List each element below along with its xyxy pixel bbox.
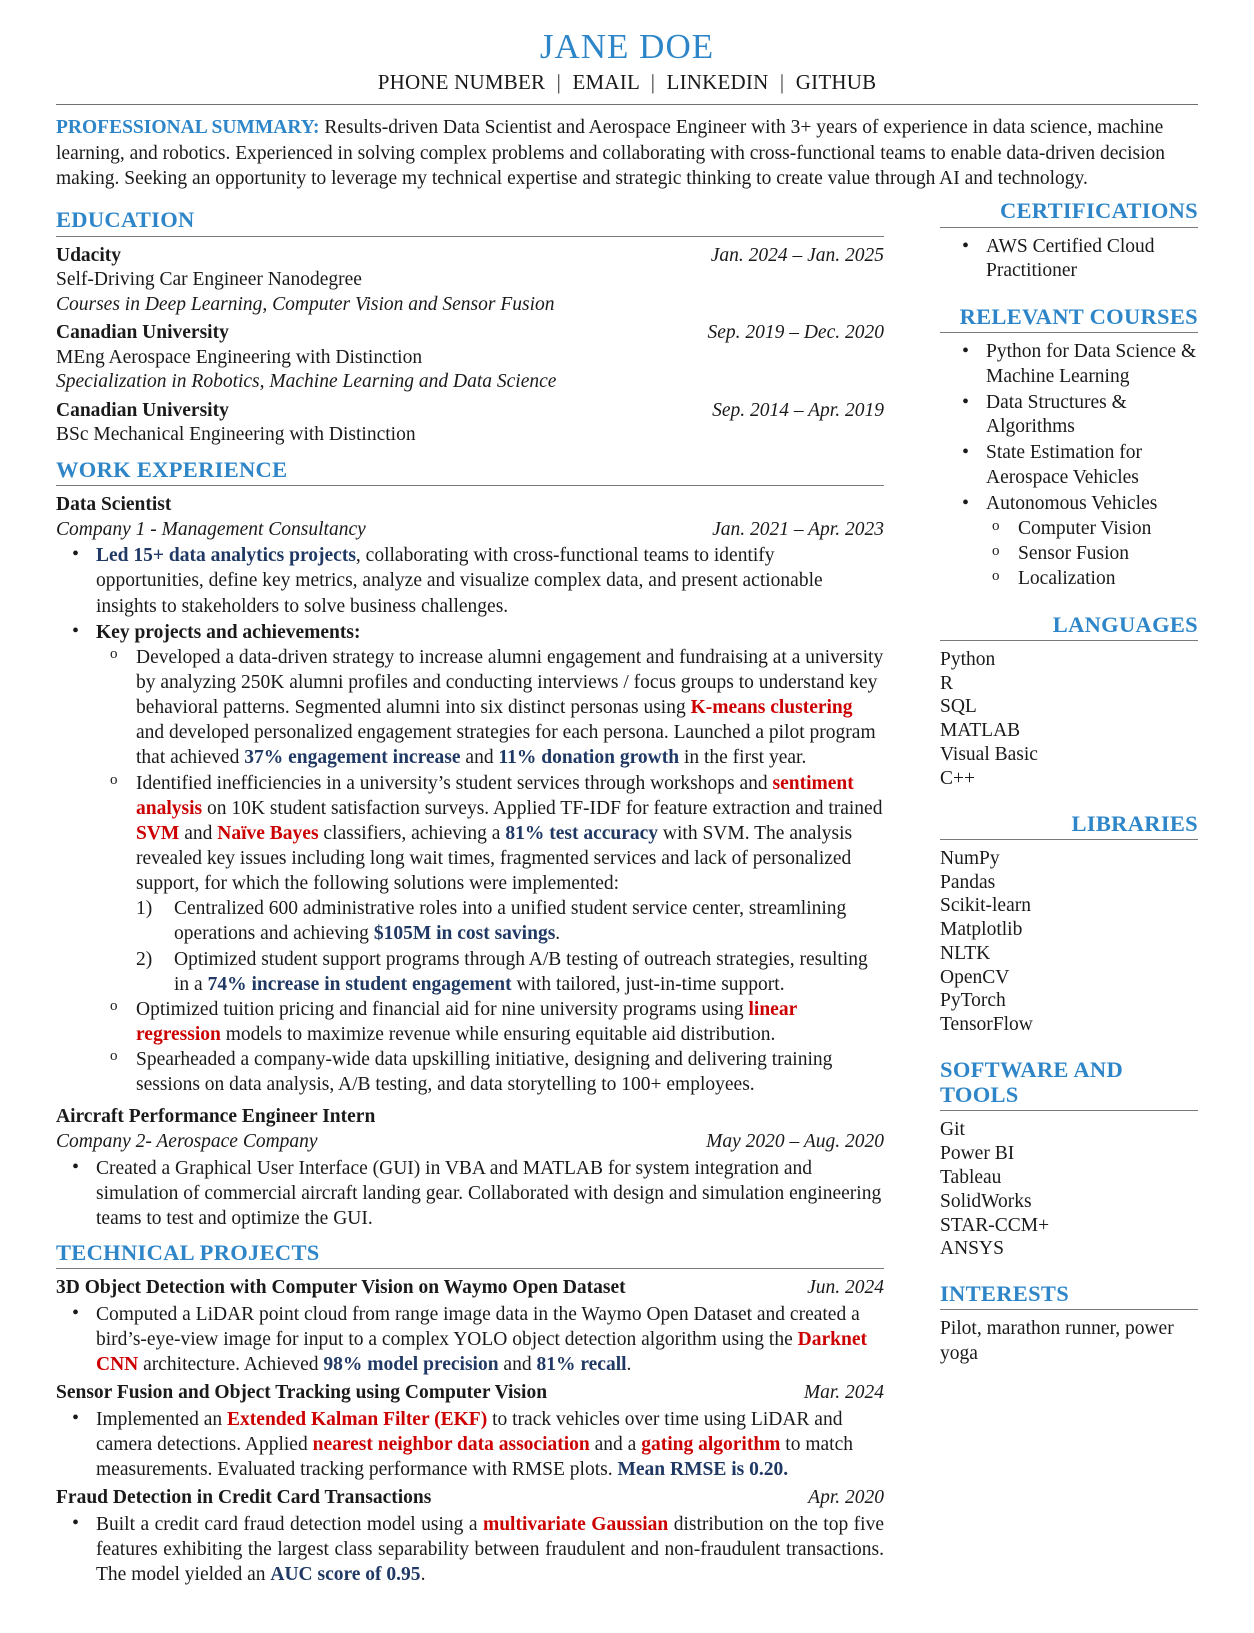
list-item: R	[940, 672, 954, 694]
list-item	[56, 1407, 884, 1482]
list-item: SQL	[940, 696, 977, 718]
bullet-text: on 10K student satisfaction surveys. Applied TF-IDF for feature extraction and trained	[202, 797, 883, 819]
job-bullet-list	[56, 1156, 884, 1231]
bullet-text: with SVM. The analysis revealed key issues including long wait times, fragmented services and lack of personalized support, for which the following solutions were implemented:	[136, 822, 853, 895]
section-divider	[940, 1110, 1198, 1111]
software-tools-list	[940, 1118, 1198, 1261]
section-divider	[56, 236, 884, 237]
bullet-text: to track vehicles over time using LiDAR and camera detections. Applied	[96, 1408, 843, 1455]
list-item	[56, 1302, 884, 1377]
bullet-highlight: 74% increase in student engagement	[207, 973, 512, 995]
summary-text: Results-driven Data Scientist and Aerospace Engineer with 3+ years of experience in data science, machine learning, and robotics. Experienced in solving complex problems and collaborating with cross-functional teams to enable data-driven decision making. Seeking an opportunity to leverage my technical expertise and strategic thinking to create value through AI and technology.	[56, 117, 1166, 189]
contact-line	[56, 70, 1198, 95]
job-bullet-list	[56, 543, 884, 1097]
education-date: Sep. 2019 – Dec. 2020	[707, 322, 884, 344]
education-note: Specialization in Robotics, Machine Learning and Data Science	[56, 371, 557, 393]
list-item: • AWS Certified Cloud Practitioner	[940, 235, 1198, 285]
bullet-text: architecture. Achieved	[138, 1354, 324, 1375]
bullet-highlight: sentiment analysis	[136, 772, 854, 819]
list-item	[96, 645, 884, 771]
section-heading-interests: INTERESTS	[940, 1281, 1070, 1307]
certifications-list	[940, 235, 1198, 285]
contact-linkedin[interactable]: LINKEDIN	[666, 70, 769, 95]
bullet-highlight: 37% engagement increase	[244, 747, 461, 769]
list-item: o Sensor Fusion	[940, 542, 1198, 567]
section-heading-education: EDUCATION	[56, 207, 195, 233]
list-item: TensorFlow	[940, 1014, 1033, 1036]
section-divider	[940, 839, 1198, 840]
list-item	[136, 896, 884, 946]
job-title: Data Scientist	[56, 494, 172, 516]
list-item: Python	[940, 648, 996, 670]
section-heading-software-and-tools: SOFTWARE AND TOOLS	[940, 1057, 1124, 1108]
section-divider	[940, 227, 1198, 228]
project-date: Apr. 2020	[808, 1487, 884, 1509]
sidebar-column	[940, 198, 1198, 1386]
list-item: Pandas	[940, 871, 996, 893]
education-school: Udacity	[56, 244, 121, 266]
project-title: Fraud Detection in Credit Card Transactions	[56, 1487, 432, 1509]
bullet-highlight: AUC score of 0.95	[270, 1563, 421, 1585]
sidebar-section-certifications	[940, 198, 1198, 284]
list-item: • State Estimation for Aerospace Vehicles	[940, 441, 1198, 491]
list-item	[96, 771, 884, 997]
bullet-highlight: multivariate Gaussian	[482, 1513, 669, 1535]
section-heading-libraries: LIBRARIES	[1071, 810, 1198, 836]
project-entry	[56, 1486, 884, 1587]
list-item	[56, 620, 884, 1098]
bullet-highlight: $105M in cost savings	[373, 923, 556, 945]
list-item: C++	[940, 767, 976, 789]
list-item: • Autonomous Vehicles	[940, 492, 1198, 517]
main-column	[56, 198, 884, 1591]
list-item: o Spearheaded a company-wide data upskilling initiative, designing and delivering training sessions on data analysis, A/B testing, and data storytelling to 100+ employees.	[96, 1047, 884, 1097]
section-divider	[940, 332, 1198, 333]
job-date: May 2020 – Aug. 2020	[706, 1130, 884, 1152]
section-heading-technical-projects: TECHNICAL PROJECTS	[56, 1239, 320, 1265]
list-item: o Localization	[940, 567, 1198, 592]
education-school: Canadian University	[56, 399, 229, 421]
bullet-highlight: 81% recall	[536, 1354, 627, 1375]
bullet-subhead: Key projects and achievements:	[96, 621, 361, 643]
list-item: OpenCV	[940, 966, 1010, 988]
sidebar-section-libraries	[940, 811, 1198, 1037]
bullet-text: and	[179, 822, 218, 844]
project-bullet-list	[56, 1512, 884, 1587]
bullet-text: Developed a data-driven strategy to increase alumni engagement and fundraising at a university by analyzing 250K alumni profiles and conducting interviews / focus groups to understand key behavioral patterns. Segmented alumni into six distinct personas using	[136, 646, 884, 719]
project-bullet-list	[56, 1407, 884, 1482]
list-item: Visual Basic	[940, 744, 1038, 766]
contact-email[interactable]: EMAIL	[572, 70, 640, 95]
bullet-highlight: 11% donation growth	[498, 747, 680, 769]
project-date: Jun. 2024	[807, 1277, 884, 1299]
section-heading-certifications: CERTIFICATIONS	[999, 198, 1198, 224]
list-item	[56, 1512, 884, 1587]
education-entry	[56, 399, 884, 448]
education-school: Canadian University	[56, 322, 229, 344]
list-item: SolidWorks	[940, 1190, 1032, 1212]
contact-github[interactable]: GITHUB	[795, 70, 877, 95]
job-title: Aircraft Performance Engineer Intern	[56, 1106, 376, 1128]
bullet-highlight: gating algorithm	[641, 1433, 781, 1455]
education-date: Sep. 2014 – Apr. 2019	[712, 399, 884, 421]
bullet-text: and	[498, 1354, 537, 1375]
contact-phone[interactable]: PHONE NUMBER	[377, 70, 546, 95]
bullet-highlight: K-means clustering	[690, 697, 853, 719]
list-item: NLTK	[940, 942, 991, 964]
list-item	[136, 947, 884, 997]
bullet-text: and	[460, 747, 499, 769]
list-item: PyTorch	[940, 990, 1006, 1012]
sidebar-section-interests	[940, 1281, 1198, 1367]
bullet-highlight: SVM	[136, 822, 180, 844]
libraries-list	[940, 847, 1198, 1037]
bullet-highlight: Led 15+ data analytics projects	[96, 545, 356, 567]
header-divider	[56, 104, 1198, 105]
bullet-text: models to maximize revenue while ensuring equitable aid distribution.	[220, 1024, 776, 1045]
interests-text: Pilot, marathon runner, power yoga	[940, 1318, 1174, 1365]
list-item	[96, 997, 884, 1047]
list-item: STAR-CCM+	[940, 1214, 1050, 1236]
section-heading-languages: LANGUAGES	[1052, 611, 1198, 637]
list-item: • Data Structures & Algorithms	[940, 391, 1198, 441]
sidebar-section-languages	[940, 612, 1198, 791]
project-title: 3D Object Detection with Computer Vision on Waymo Open Dataset	[56, 1277, 626, 1299]
contact-separator: |	[650, 70, 656, 95]
work-entry	[56, 493, 884, 1097]
work-entry	[56, 1105, 884, 1231]
job-date: Jan. 2021 – Apr. 2023	[712, 518, 884, 540]
section-heading-relevant-courses: RELEVANT COURSES	[959, 304, 1198, 330]
project-entry	[56, 1276, 884, 1377]
bullet-highlight: nearest neighbor data association	[312, 1433, 590, 1455]
bullet-text: and a	[589, 1433, 642, 1455]
bullet-text: with tailored, just-in-time support.	[511, 973, 785, 995]
list-item: • Created a Graphical User Interface (GUI) in VBA and MATLAB for system integration and simulation of commercial aircraft landing gear. Collaborated with design and simulation engineering teams to test and optimize the GUI.	[56, 1156, 884, 1231]
education-degree: BSc Mechanical Engineering with Distinction	[56, 424, 416, 446]
sidebar-section-software-and-tools	[940, 1057, 1198, 1261]
bullet-text: distribution on the top five features exhibiting the largest class separability between fraudulent and non-fraudulent transactions. The model yielded an	[96, 1513, 884, 1585]
list-item: NumPy	[940, 847, 1000, 869]
bullet-text: Identified inefficiencies in a university’s student services through workshops and	[136, 772, 773, 794]
bullet-text: Implemented an	[96, 1408, 228, 1430]
contact-separator: |	[556, 70, 562, 95]
list-item: Git	[940, 1119, 965, 1141]
job-company: Company 2- Aerospace Company	[56, 1130, 318, 1152]
professional-summary	[56, 115, 1198, 191]
education-entry	[56, 244, 884, 318]
bullet-text: classifiers, achieving a	[318, 822, 506, 844]
project-date: Mar. 2024	[803, 1382, 884, 1404]
list-item	[56, 543, 884, 618]
education-note: Courses in Deep Learning, Computer Vision and Sensor Fusion	[56, 293, 555, 315]
bullet-highlight: 81% test accuracy	[505, 822, 659, 844]
list-item: o Computer Vision	[940, 517, 1198, 542]
list-item: MATLAB	[940, 720, 1021, 742]
list-item: ANSYS	[940, 1238, 1004, 1260]
bullet-text: in the first year.	[679, 747, 807, 769]
job-sub-bullet-list	[96, 645, 884, 1098]
bullet-highlight: Extended Kalman Filter (EKF)	[227, 1408, 488, 1430]
education-degree: Self-Driving Car Engineer Nanodegree	[56, 269, 362, 291]
bullet-text: .	[555, 923, 561, 945]
bullet-text: .	[626, 1354, 632, 1375]
relevant-courses-list	[940, 340, 1198, 516]
bullet-highlight: linear regression	[136, 998, 797, 1045]
section-divider	[56, 1268, 884, 1269]
bullet-text: .	[420, 1563, 426, 1585]
candidate-name: JANE DOE	[539, 27, 715, 66]
bullet-highlight: 98% model precision	[323, 1354, 499, 1375]
section-divider	[56, 485, 884, 486]
bullet-text: Built a credit card fraud detection model using a	[96, 1513, 483, 1535]
project-title: Sensor Fusion and Object Tracking using Computer Vision	[56, 1382, 548, 1404]
section-heading-work-experience: WORK EXPERIENCE	[56, 457, 288, 483]
list-item: Tableau	[940, 1166, 1002, 1188]
bullet-text: Optimized tuition pricing and financial aid for nine university programs using	[136, 998, 749, 1020]
list-item: Scikit-learn	[940, 895, 1031, 917]
summary-label: PROFESSIONAL SUMMARY:	[56, 117, 320, 139]
bullet-text: to match measurements. Evaluated tracking performance with RMSE plots.	[96, 1433, 853, 1480]
bullet-highlight: Naïve Bayes	[217, 822, 319, 844]
bullet-text: Computed a LiDAR point cloud from range image data in the Waymo Open Dataset and created a bird’s-eye-view image for input to a complex YOLO object detection algorithm using the	[96, 1303, 860, 1350]
sidebar-section-relevant-courses	[940, 304, 1198, 592]
bullet-text: Centralized 600 administrative roles into a unified student service center, streamlining operations and achieving	[174, 898, 847, 945]
body-columns	[56, 198, 1198, 1591]
bullet-highlight: Darknet CNN	[96, 1328, 867, 1375]
bullet-text: Optimized student support programs through A/B testing of outreach strategies, resulting in a	[174, 948, 868, 995]
job-numbered-list	[136, 896, 884, 997]
education-date: Jan. 2024 – Jan. 2025	[710, 244, 884, 266]
section-divider	[940, 1309, 1198, 1310]
bullet-highlight: Mean RMSE is 0.20.	[617, 1458, 789, 1480]
job-company: Company 1 - Management Consultancy	[56, 518, 366, 540]
bullet-text: and developed personalized engagement strategies for each persona. Launched a pilot program that achieved	[136, 722, 876, 769]
section-divider	[940, 640, 1198, 641]
resume-header	[56, 26, 1198, 95]
project-entry	[56, 1381, 884, 1482]
list-item: Matplotlib	[940, 919, 1023, 941]
list-item: • Python for Data Science & Machine Learning	[940, 340, 1198, 390]
list-item: Power BI	[940, 1143, 1015, 1165]
relevant-courses-sublist	[940, 517, 1198, 591]
bullet-text: , collaborating with cross-functional teams to identify opportunities, define key metrics, analyze and visualize complex data, and present actionable insights to stakeholders to solve business challenges.	[96, 545, 823, 617]
languages-list	[940, 648, 1198, 791]
education-degree: MEng Aerospace Engineering with Distinction	[56, 346, 423, 368]
education-entry	[56, 321, 884, 395]
project-bullet-list	[56, 1302, 884, 1377]
contact-separator: |	[779, 70, 785, 95]
